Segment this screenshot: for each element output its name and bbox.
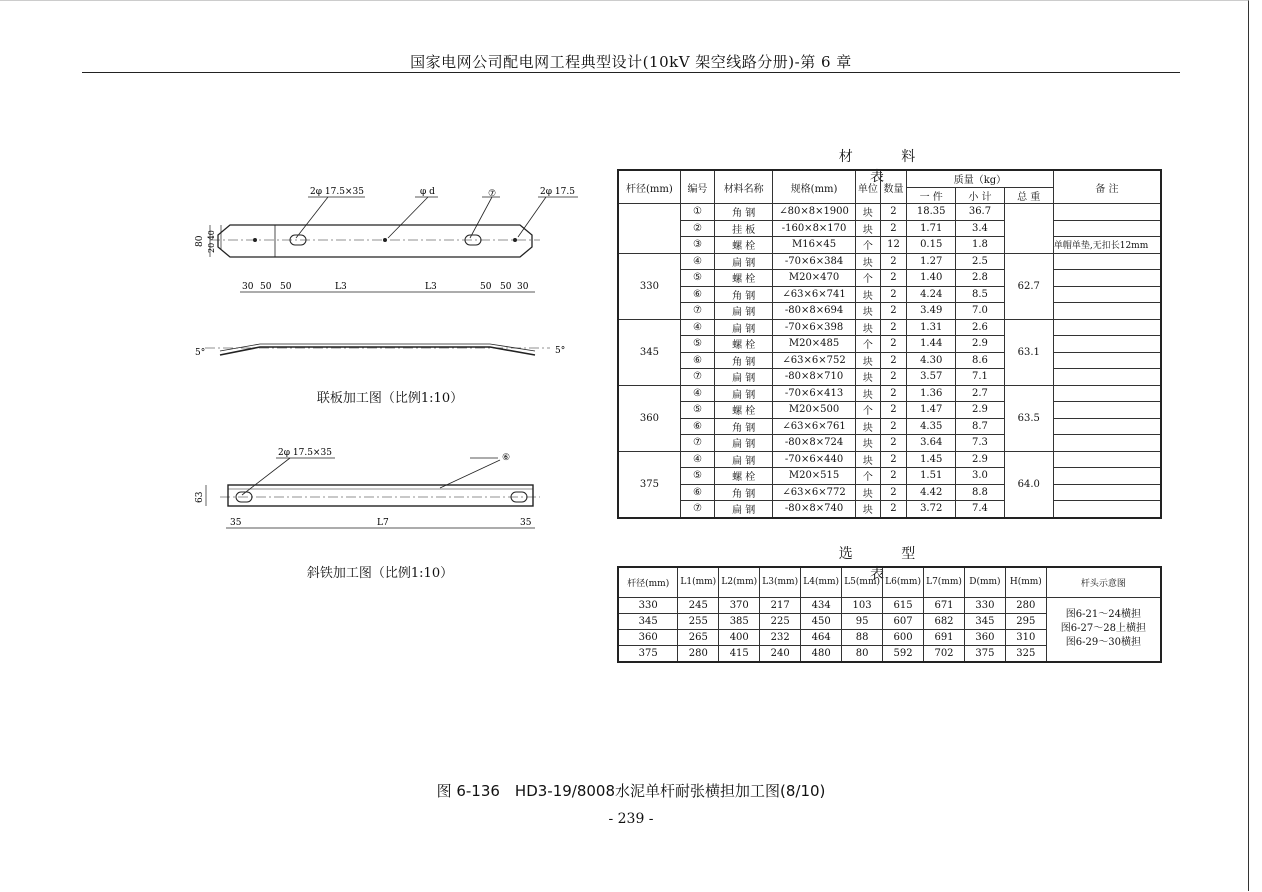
dim-height: 80 [195, 235, 205, 247]
header-cell: L4(mm) [801, 567, 842, 597]
table-row [618, 204, 1161, 221]
cell: 总 重 [1004, 187, 1053, 204]
table-row [618, 484, 1161, 501]
dim-sub-height: 20 40 [207, 230, 216, 253]
cell: 1.27 [907, 253, 956, 270]
cell: ⑦ [680, 369, 714, 386]
cell: ∠63×6×761 [773, 418, 855, 435]
cell: 2.9 [956, 402, 1004, 419]
cell: 80 [842, 645, 883, 662]
cell: 块 [855, 319, 880, 336]
cell: 280 [1005, 597, 1046, 613]
dim-l3-right: L3 [425, 282, 437, 292]
cell: 375 [618, 451, 680, 518]
cell: 扁 钢 [715, 451, 773, 468]
cell: 2 [880, 435, 906, 452]
cell: 4.42 [907, 484, 956, 501]
cell: 2 [880, 484, 906, 501]
table-row [618, 253, 1161, 270]
table-row [618, 220, 1161, 237]
cell: 88 [842, 629, 883, 645]
label-holes-slot: 2φ 17.5×35 [310, 187, 364, 197]
cell: 217 [760, 597, 801, 613]
cell: M20×485 [773, 336, 855, 353]
cell: 265 [678, 629, 719, 645]
cell: 扁 钢 [715, 369, 773, 386]
cell: 螺 栓 [715, 270, 773, 287]
material-table [617, 169, 1162, 519]
cell: ④ [680, 253, 714, 270]
cell: 个 [855, 237, 880, 254]
cell: 个 [855, 270, 880, 287]
cell: 7.3 [956, 435, 1004, 452]
cell: 295 [1005, 613, 1046, 629]
cell: 370 [719, 597, 760, 613]
cell: 2 [880, 402, 906, 419]
cell: 8.8 [956, 484, 1004, 501]
cell: ⑤ [680, 468, 714, 485]
cell: ⑤ [680, 402, 714, 419]
cell: 360 [618, 629, 678, 645]
dim-50-right-a: 50 [480, 282, 492, 292]
cell: 1.31 [907, 319, 956, 336]
cell: 角 钢 [715, 352, 773, 369]
cell: ② [680, 220, 714, 237]
cell [1053, 468, 1161, 485]
cell: 2 [880, 501, 906, 518]
cell: ⑥ [680, 484, 714, 501]
cell: 0.15 [907, 237, 956, 254]
cell: -80×8×694 [773, 303, 855, 320]
dim-30-left: 30 [242, 282, 254, 292]
brace-label-part-6: ⑥ [502, 453, 511, 463]
cell [1053, 204, 1161, 221]
cell [1053, 303, 1161, 320]
cell: 1.8 [956, 237, 1004, 254]
cell: 63.5 [1004, 385, 1053, 451]
table-row [618, 237, 1161, 254]
cell: 备 注 [1053, 170, 1161, 204]
cell: 2 [880, 336, 906, 353]
cell: -160×8×170 [773, 220, 855, 237]
cell: 块 [855, 286, 880, 303]
cell [618, 204, 680, 254]
link-plate-caption: 联板加工图（比例1:10） [316, 391, 464, 406]
cell: 36.7 [956, 204, 1004, 221]
cell: ∠80×8×1900 [773, 204, 855, 221]
cell [1053, 501, 1161, 518]
cell: -70×6×398 [773, 319, 855, 336]
cell: 块 [855, 451, 880, 468]
diagram-ref: 图6-29～30横担 [1065, 637, 1141, 648]
cell: 360 [964, 629, 1005, 645]
cell: M20×470 [773, 270, 855, 287]
header-cell: L2(mm) [719, 567, 760, 597]
cell: 2.7 [956, 385, 1004, 402]
cell [1053, 220, 1161, 237]
cell [1053, 286, 1161, 303]
cell: 2 [880, 303, 906, 320]
cell: ⑥ [680, 352, 714, 369]
cell: 62.7 [1004, 253, 1053, 319]
cell [1004, 204, 1053, 254]
cell: 691 [924, 629, 965, 645]
header-cell: L5(mm) [842, 567, 883, 597]
dim-angle-left: 5° [195, 348, 206, 358]
cell: 2.6 [956, 319, 1004, 336]
header-cell: L7(mm) [924, 567, 965, 597]
cell: 螺 栓 [715, 237, 773, 254]
cell: 2 [880, 319, 906, 336]
cell: 592 [883, 645, 924, 662]
cell: 3.64 [907, 435, 956, 452]
cell: 块 [855, 253, 880, 270]
table-row [618, 385, 1161, 402]
cell: 702 [924, 645, 965, 662]
cell: 7.1 [956, 369, 1004, 386]
cell: 3.4 [956, 220, 1004, 237]
cell: 375 [618, 645, 678, 662]
cell: 95 [842, 613, 883, 629]
cell [1053, 270, 1161, 287]
cell: 单帽单垫,无扣长12mm [1053, 237, 1161, 254]
cell: 330 [618, 597, 678, 613]
cell: 扁 钢 [715, 303, 773, 320]
dim-angle-right: 5° [555, 346, 566, 356]
cell: 345 [618, 319, 680, 385]
cell: ∠63×6×741 [773, 286, 855, 303]
cell: 2 [880, 352, 906, 369]
cell: 螺 栓 [715, 336, 773, 353]
cell: 螺 栓 [715, 468, 773, 485]
cell: 角 钢 [715, 286, 773, 303]
cell: 2 [880, 418, 906, 435]
brace-dim-right: 35 [520, 518, 532, 528]
cell: 角 钢 [715, 484, 773, 501]
cell: 规格(mm) [773, 170, 855, 204]
table-row [618, 352, 1161, 369]
diagram-ref: 图6-21～24横担 [1065, 609, 1141, 620]
selection-table [617, 566, 1162, 663]
cell: 角 钢 [715, 418, 773, 435]
cell: 1.71 [907, 220, 956, 237]
table-row [618, 435, 1161, 452]
cell: 个 [855, 402, 880, 419]
cell: 7.4 [956, 501, 1004, 518]
cell: M20×515 [773, 468, 855, 485]
table-row [618, 597, 1161, 613]
cell: 607 [883, 613, 924, 629]
cell: 编号 [680, 170, 714, 204]
cell: 8.6 [956, 352, 1004, 369]
cell: ⑦ [680, 501, 714, 518]
cell: 1.40 [907, 270, 956, 287]
cell: 4.30 [907, 352, 956, 369]
header-title: 国家电网公司配电网工程典型设计(10kV 架空线路分册)-第 6 章 [410, 53, 852, 71]
diagram-ref-cell [1046, 597, 1161, 662]
cell: 3.0 [956, 468, 1004, 485]
cell: 2 [880, 270, 906, 287]
cell: 数量 [880, 170, 906, 204]
cell: 360 [618, 385, 680, 451]
cell: 464 [801, 629, 842, 645]
cell [1053, 253, 1161, 270]
cell: 4.35 [907, 418, 956, 435]
cell: 385 [719, 613, 760, 629]
cell: 232 [760, 629, 801, 645]
dim-50-right-b: 50 [500, 282, 512, 292]
table-row [618, 418, 1161, 435]
cell: 扁 钢 [715, 385, 773, 402]
cell: 600 [883, 629, 924, 645]
cell: 345 [964, 613, 1005, 629]
cell: 64.0 [1004, 451, 1053, 518]
cell: ⑤ [680, 270, 714, 287]
cell: 3.49 [907, 303, 956, 320]
cell: 245 [678, 597, 719, 613]
cell: 1.47 [907, 402, 956, 419]
cell: 个 [855, 468, 880, 485]
header-cell: L3(mm) [760, 567, 801, 597]
label-part-7: ⑦ [488, 189, 497, 199]
table-row [618, 319, 1161, 336]
cell: -80×8×740 [773, 501, 855, 518]
cell: 8.5 [956, 286, 1004, 303]
table-row [618, 286, 1161, 303]
cell: 280 [678, 645, 719, 662]
cell: 挂 板 [715, 220, 773, 237]
table-row [618, 501, 1161, 518]
cell: ∠63×6×772 [773, 484, 855, 501]
cell: 2 [880, 451, 906, 468]
cell: ⑤ [680, 336, 714, 353]
cell: 2 [880, 204, 906, 221]
cell: 扁 钢 [715, 253, 773, 270]
cell: ④ [680, 451, 714, 468]
cell: 2.9 [956, 336, 1004, 353]
cell: 2.8 [956, 270, 1004, 287]
cell: 块 [855, 352, 880, 369]
cell: 63.1 [1004, 319, 1053, 385]
cell: 块 [855, 220, 880, 237]
label-holes-round: 2φ 17.5 [540, 187, 575, 197]
cell: 角 钢 [715, 204, 773, 221]
table-row [618, 303, 1161, 320]
cell: 310 [1005, 629, 1046, 645]
cell: 345 [618, 613, 678, 629]
cell: 2 [880, 468, 906, 485]
cell: 单位 [855, 170, 880, 204]
material-table-title: 材 料 表 [838, 149, 938, 185]
diagram-ref: 图6-27～28上横担 [1060, 623, 1146, 634]
link-plate-drawing [190, 175, 575, 370]
cell: ③ [680, 237, 714, 254]
header-cell: D(mm) [964, 567, 1005, 597]
cell: 块 [855, 204, 880, 221]
cell: 103 [842, 597, 883, 613]
cell: -80×8×710 [773, 369, 855, 386]
cell: 3.72 [907, 501, 956, 518]
cell: 杆径(mm) [618, 170, 680, 204]
cell: 块 [855, 369, 880, 386]
cell: M20×500 [773, 402, 855, 419]
dim-50-left-b: 50 [280, 282, 292, 292]
cell: 330 [618, 253, 680, 319]
brace-dim-height: 63 [195, 491, 205, 503]
table-row [618, 369, 1161, 386]
cell: 扁 钢 [715, 319, 773, 336]
cell: 2 [880, 286, 906, 303]
cell: -80×8×724 [773, 435, 855, 452]
brace-caption: 斜铁加工图（比例1:10） [306, 566, 454, 581]
cell: 18.35 [907, 204, 956, 221]
cell: 1.45 [907, 451, 956, 468]
cell [1053, 319, 1161, 336]
cell: 2 [880, 220, 906, 237]
header-cell: H(mm) [1005, 567, 1046, 597]
brace-dim-left: 35 [230, 518, 242, 528]
cell [1053, 352, 1161, 369]
cell: 2.9 [956, 451, 1004, 468]
cell: 4.24 [907, 286, 956, 303]
cell: 扁 钢 [715, 435, 773, 452]
cell: 480 [801, 645, 842, 662]
cell: ⑦ [680, 435, 714, 452]
cell: 块 [855, 484, 880, 501]
cell: 682 [924, 613, 965, 629]
cell: 螺 栓 [715, 402, 773, 419]
cell: 块 [855, 501, 880, 518]
label-hole-d: φ d [420, 187, 435, 197]
cell [1053, 418, 1161, 435]
cell: 个 [855, 336, 880, 353]
cell: 415 [719, 645, 760, 662]
selection-table-title: 选 型 表 [838, 546, 938, 582]
dim-30-right: 30 [517, 282, 529, 292]
table-row [618, 336, 1161, 353]
dim-l3-left: L3 [335, 282, 347, 292]
cell [1053, 385, 1161, 402]
cell: 671 [924, 597, 965, 613]
cell: 质量（kg） [907, 170, 1054, 187]
cell: 615 [883, 597, 924, 613]
cell: 450 [801, 613, 842, 629]
table-row [618, 451, 1161, 468]
cell: 255 [678, 613, 719, 629]
header-cell: 杆头示意图 [1046, 567, 1161, 597]
cell: 1.36 [907, 385, 956, 402]
cell: 3.57 [907, 369, 956, 386]
dim-50-left-a: 50 [260, 282, 272, 292]
cell: 材料名称 [715, 170, 773, 204]
cell: -70×6×413 [773, 385, 855, 402]
cell: ⑥ [680, 286, 714, 303]
cell: ⑦ [680, 303, 714, 320]
cell: 375 [964, 645, 1005, 662]
header-cell: L1(mm) [678, 567, 719, 597]
cell: 8.7 [956, 418, 1004, 435]
cell: 2.5 [956, 253, 1004, 270]
brace-drawing [190, 440, 550, 540]
cell: 434 [801, 597, 842, 613]
header-row [618, 170, 1161, 187]
cell: ④ [680, 319, 714, 336]
table-row [618, 270, 1161, 287]
table-row [618, 402, 1161, 419]
cell: 块 [855, 303, 880, 320]
cell: ⑥ [680, 418, 714, 435]
cell: 2 [880, 369, 906, 386]
brace-dim-length: L7 [377, 518, 389, 528]
cell: 330 [964, 597, 1005, 613]
cell [1053, 402, 1161, 419]
cell: 扁 钢 [715, 501, 773, 518]
page-number: - 239 - [608, 811, 654, 827]
cell: M16×45 [773, 237, 855, 254]
cell: 325 [1005, 645, 1046, 662]
cell [1053, 435, 1161, 452]
cell: 块 [855, 435, 880, 452]
cell [1053, 451, 1161, 468]
table-row [618, 468, 1161, 485]
cell: 2 [880, 253, 906, 270]
cell: ① [680, 204, 714, 221]
cell: 块 [855, 418, 880, 435]
cell: ∠63×6×752 [773, 352, 855, 369]
cell: 小 计 [956, 187, 1004, 204]
header-row [618, 567, 1161, 597]
cell: 2 [880, 385, 906, 402]
cell: 7.0 [956, 303, 1004, 320]
cell: 块 [855, 385, 880, 402]
header-cell: L6(mm) [883, 567, 924, 597]
cell: 一 件 [907, 187, 956, 204]
cell: 1.44 [907, 336, 956, 353]
cell: 240 [760, 645, 801, 662]
figure-caption: 图 6-136 HD3-19/8008水泥单杆耐张横担加工图(8/10) [436, 782, 826, 800]
brace-label-holes: 2φ 17.5×35 [278, 448, 332, 458]
cell [1053, 369, 1161, 386]
cell [1053, 336, 1161, 353]
cell: -70×6×384 [773, 253, 855, 270]
cell: 400 [719, 629, 760, 645]
cell: 225 [760, 613, 801, 629]
header-cell: 杆径(mm) [618, 567, 678, 597]
header-rule [82, 72, 1180, 73]
cell: ④ [680, 385, 714, 402]
cell: -70×6×440 [773, 451, 855, 468]
cell [1053, 484, 1161, 501]
cell: 1.51 [907, 468, 956, 485]
cell: 12 [880, 237, 906, 254]
